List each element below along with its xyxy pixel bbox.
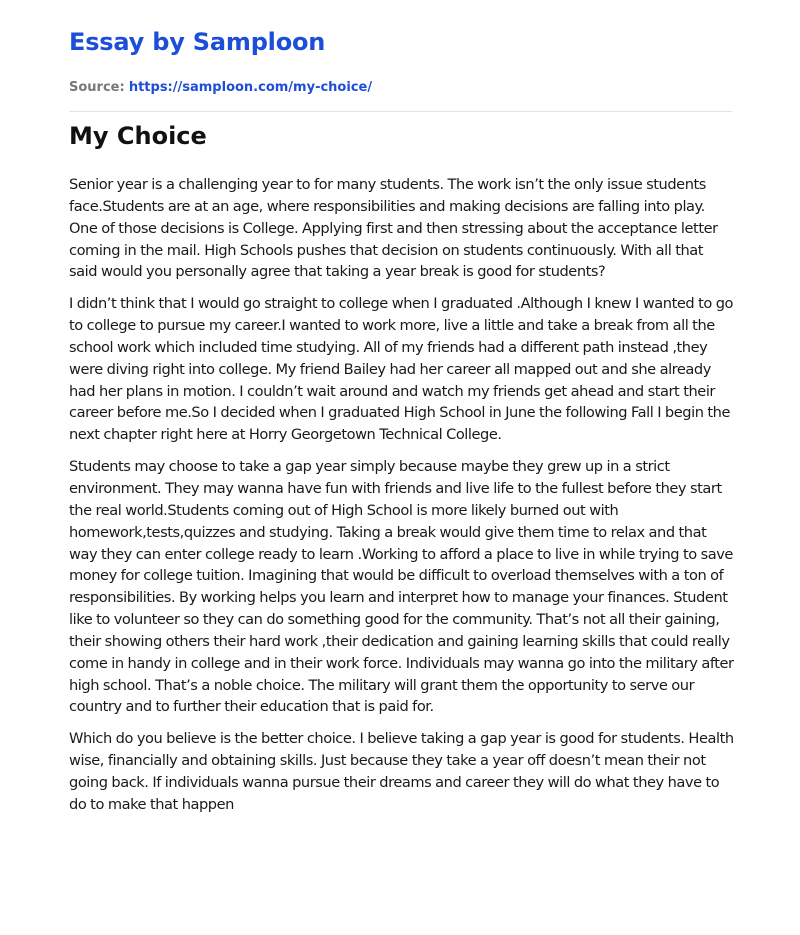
essay-body bbox=[69, 174, 734, 826]
header-divider bbox=[69, 111, 732, 112]
essay-title: My Choice bbox=[69, 122, 207, 150]
essay-paragraph: Senior year is a challenging year to for many students. The work isn’t the only issue students face.Students are at an age, where responsibilities and making decisions are falling into play. One of those decisions is College. Applying first and then stressing about the acceptance letter coming in the mail. High Schools pushes that decision on students continuously. With all that said would you personally agree that taking a year break is good for students? bbox=[69, 176, 718, 281]
source-label: Source: bbox=[69, 80, 125, 95]
essay-paragraph: Which do you believe is the better choice. I believe taking a gap year is good for students. Health wise, financially and obtaining skills. Just because they take a year off doesn’t mean their not going back. If individuals wanna pursue their dreams and career they will do what they have to do to make that happen bbox=[69, 730, 734, 813]
source-link[interactable]: https://samploon.com/my-choice/ bbox=[128, 80, 373, 95]
source-line bbox=[69, 80, 372, 95]
site-brand: Essay by Samploon bbox=[69, 28, 326, 56]
essay-paragraph: I didn’t think that I would go straight to college when I graduated .Although I knew I wanted to go to college to pursue my career.I wanted to work more, live a little and take a break from all the school work which included time studying. All of my friends had a different path instead ,they were diving right into college. My friend Bailey had her career all mapped out and she already had her plans in motion. I couldn’t wait around and watch my friends get ahead and start their career before me.So I decided when I graduated High School in June the following Fall I begin the next chapter right here at Horry Georgetown Technical College. bbox=[69, 295, 734, 444]
essay-paragraph: Students may choose to take a gap year simply because maybe they grew up in a strict environment. They may wanna have fun with friends and live life to the fullest before they start the real world.Students coming out of High School is more likely burned out with homework,tests,quizzes and studying. Taking a break would give them time to relax and that way they can enter college ready to learn .Working to afford a place to live in while trying to save money for college tuition. Imagining that would be difficult to overload themselves with a ton of responsibilities. By working helps you learn and interpret how to manage your finances. Student like to volunteer so they can do something good for the community. That’s not all their gaining, their showing others their hard work ,their dedication and gaining learning skills that could really come in handy in college and in their work force. Individuals may wanna go into the military after high school. That’s a noble choice. The military will grant them the opportunity to serve our country and to further their education that is paid for. bbox=[69, 458, 734, 716]
